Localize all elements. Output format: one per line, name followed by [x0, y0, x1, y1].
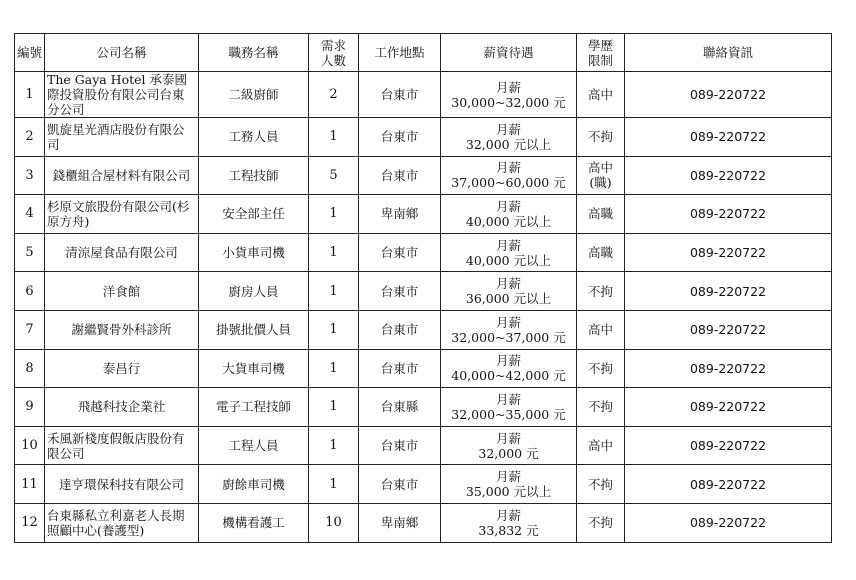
job-title: 廚房人員	[199, 272, 309, 311]
job-title: 安全部主任	[199, 195, 309, 234]
job-title: 二級廚師	[199, 72, 309, 118]
salary	[441, 195, 577, 234]
education-level: 不拘	[587, 399, 613, 415]
salary-amount: 37,000~60,000 元	[451, 175, 566, 191]
salary-type: 月薪	[495, 198, 521, 214]
company-name: 飛越科技企業社	[45, 388, 199, 427]
salary-type: 月薪	[495, 507, 521, 523]
header-company: 公司名稱	[45, 34, 199, 72]
row-number: 1	[15, 72, 45, 118]
row-number: 10	[15, 426, 45, 465]
company-name: 杉原文旅股份有限公司(杉原方舟)	[45, 195, 199, 234]
table-row	[15, 426, 832, 465]
education-requirement	[577, 349, 625, 388]
contact-phone: 089-220722	[625, 426, 832, 465]
education-level: 不拘	[587, 476, 613, 492]
headcount: 1	[309, 465, 359, 504]
education-level: 高職	[587, 206, 613, 222]
salary-amount: 40,000~42,000 元	[451, 368, 566, 384]
education-requirement	[577, 426, 625, 465]
headcount: 2	[309, 72, 359, 118]
job-listing-table	[14, 33, 832, 543]
salary-amount: 32,000 元以上	[465, 136, 552, 152]
salary-type: 月薪	[495, 353, 521, 369]
company-name: 泰昌行	[45, 349, 199, 388]
work-location: 台東市	[359, 72, 441, 118]
salary	[441, 118, 577, 157]
row-number: 4	[15, 195, 45, 234]
job-title: 機構看護工	[199, 503, 309, 542]
work-location: 台東市	[359, 465, 441, 504]
job-title: 工程技師	[199, 156, 309, 195]
education-requirement	[577, 156, 625, 195]
contact-phone: 089-220722	[625, 156, 832, 195]
company-name: 禾風新棧度假飯店股份有限公司	[45, 426, 199, 465]
row-number: 11	[15, 465, 45, 504]
work-location: 台東市	[359, 233, 441, 272]
salary-amount: 35,000 元以上	[465, 484, 552, 500]
company-name: 凱旋星光酒店股份有限公司	[45, 118, 199, 157]
row-number: 12	[15, 503, 45, 542]
row-number: 9	[15, 388, 45, 427]
job-title: 廚餘車司機	[199, 465, 309, 504]
salary	[441, 349, 577, 388]
education-level: 不拘	[587, 515, 613, 531]
salary-amount: 32,000~35,000 元	[451, 406, 566, 422]
headcount: 1	[309, 233, 359, 272]
header-headcount-line2: 人數	[320, 52, 346, 68]
company-name: 清涼屋食品有限公司	[45, 233, 199, 272]
salary-type: 月薪	[495, 314, 521, 330]
company-name: 謝繼賢骨外科診所	[45, 310, 199, 349]
table-header-row	[15, 34, 832, 72]
education-level: 高中	[587, 160, 613, 176]
education-requirement	[577, 195, 625, 234]
work-location: 台東市	[359, 349, 441, 388]
salary-type: 月薪	[495, 391, 521, 407]
education-level: 高中	[587, 438, 613, 454]
row-number: 3	[15, 156, 45, 195]
job-title: 工務人員	[199, 118, 309, 157]
company-name: 錢櫃組合屋材料有限公司	[45, 156, 199, 195]
salary-amount: 30,000~32,000 元	[451, 94, 566, 110]
salary-amount: 32,000~37,000 元	[451, 329, 566, 345]
salary	[441, 156, 577, 195]
education-level: 高中	[587, 87, 613, 102]
work-location: 卑南鄉	[359, 195, 441, 234]
salary	[441, 426, 577, 465]
contact-phone: 089-220722	[625, 388, 832, 427]
table-row	[15, 388, 832, 427]
headcount: 5	[309, 156, 359, 195]
salary-type: 月薪	[495, 79, 521, 95]
salary-amount: 40,000 元以上	[465, 252, 552, 268]
table-row	[15, 503, 832, 542]
header-job-title: 職務名稱	[199, 34, 309, 72]
salary	[441, 388, 577, 427]
header-headcount-line1: 需求	[320, 37, 346, 53]
education-requirement	[577, 503, 625, 542]
header-salary: 薪資待遇	[441, 34, 577, 72]
job-title: 小貨車司機	[199, 233, 309, 272]
header-contact: 聯絡資訊	[625, 34, 832, 72]
job-title: 電子工程技師	[199, 388, 309, 427]
table-row	[15, 465, 832, 504]
work-location: 台東市	[359, 310, 441, 349]
header-education-line2: 限制	[587, 52, 613, 68]
salary-amount: 32,000 元	[478, 445, 539, 461]
work-location: 台東縣	[359, 388, 441, 427]
company-name: 洋食館	[45, 272, 199, 311]
headcount: 1	[309, 426, 359, 465]
headcount: 1	[309, 272, 359, 311]
row-number: 8	[15, 349, 45, 388]
row-number: 7	[15, 310, 45, 349]
salary-type: 月薪	[495, 237, 521, 253]
table-row	[15, 310, 832, 349]
table-row	[15, 72, 832, 118]
education-requirement	[577, 465, 625, 504]
salary-type: 月薪	[495, 469, 521, 485]
header-location: 工作地點	[359, 34, 441, 72]
job-title: 大貨車司機	[199, 349, 309, 388]
headcount: 1	[309, 310, 359, 349]
contact-phone: 089-220722	[625, 118, 832, 157]
education-level: 高中	[587, 322, 613, 338]
header-number: 編號	[15, 34, 45, 72]
salary	[441, 272, 577, 311]
salary	[441, 465, 577, 504]
work-location: 卑南鄉	[359, 503, 441, 542]
education-level: 不拘	[587, 283, 613, 299]
contact-phone: 089-220722	[625, 503, 832, 542]
company-name: The Gaya Hotel 承泰國際投資股份有限公司台東分公司	[45, 72, 199, 118]
work-location: 台東市	[359, 272, 441, 311]
header-education-line1: 學歷	[587, 37, 613, 53]
row-number: 6	[15, 272, 45, 311]
header-headcount	[309, 34, 359, 72]
education-requirement	[577, 233, 625, 272]
work-location: 台東市	[359, 426, 441, 465]
education-requirement	[577, 310, 625, 349]
headcount: 1	[309, 118, 359, 157]
row-number: 2	[15, 118, 45, 157]
salary-type: 月薪	[495, 430, 521, 446]
education-requirement	[577, 72, 625, 118]
headcount: 1	[309, 195, 359, 234]
salary-type: 月薪	[495, 121, 521, 137]
job-title: 掛號批價人員	[199, 310, 309, 349]
contact-phone: 089-220722	[625, 272, 832, 311]
headcount: 1	[309, 349, 359, 388]
contact-phone: 089-220722	[625, 349, 832, 388]
header-education	[577, 34, 625, 72]
contact-phone: 089-220722	[625, 195, 832, 234]
salary-amount: 36,000 元以上	[465, 291, 552, 307]
education-note: (職)	[589, 175, 612, 191]
job-title: 工程人員	[199, 426, 309, 465]
contact-phone: 089-220722	[625, 72, 832, 118]
table-row	[15, 349, 832, 388]
table-body	[15, 72, 832, 543]
table-row	[15, 195, 832, 234]
education-level: 高職	[587, 245, 613, 261]
salary	[441, 503, 577, 542]
salary	[441, 72, 577, 118]
education-requirement	[577, 272, 625, 311]
row-number: 5	[15, 233, 45, 272]
table-row	[15, 233, 832, 272]
table-row	[15, 156, 832, 195]
education-requirement	[577, 118, 625, 157]
salary	[441, 310, 577, 349]
table-row	[15, 118, 832, 157]
contact-phone: 089-220722	[625, 233, 832, 272]
education-level: 不拘	[587, 129, 613, 145]
education-requirement	[577, 388, 625, 427]
company-name: 達亨環保科技有限公司	[45, 465, 199, 504]
company-name: 台東縣私立利嘉老人長期照顧中心(養護型)	[45, 503, 199, 542]
education-level: 不拘	[587, 360, 613, 376]
headcount: 10	[309, 503, 359, 542]
table-row	[15, 272, 832, 311]
contact-phone: 089-220722	[625, 310, 832, 349]
salary-type: 月薪	[495, 160, 521, 176]
salary-amount: 33,832 元	[478, 522, 539, 538]
work-location: 台東市	[359, 118, 441, 157]
work-location: 台東市	[359, 156, 441, 195]
contact-phone: 089-220722	[625, 465, 832, 504]
salary-amount: 40,000 元以上	[465, 213, 552, 229]
salary	[441, 233, 577, 272]
salary-type: 月薪	[495, 276, 521, 292]
headcount: 1	[309, 388, 359, 427]
